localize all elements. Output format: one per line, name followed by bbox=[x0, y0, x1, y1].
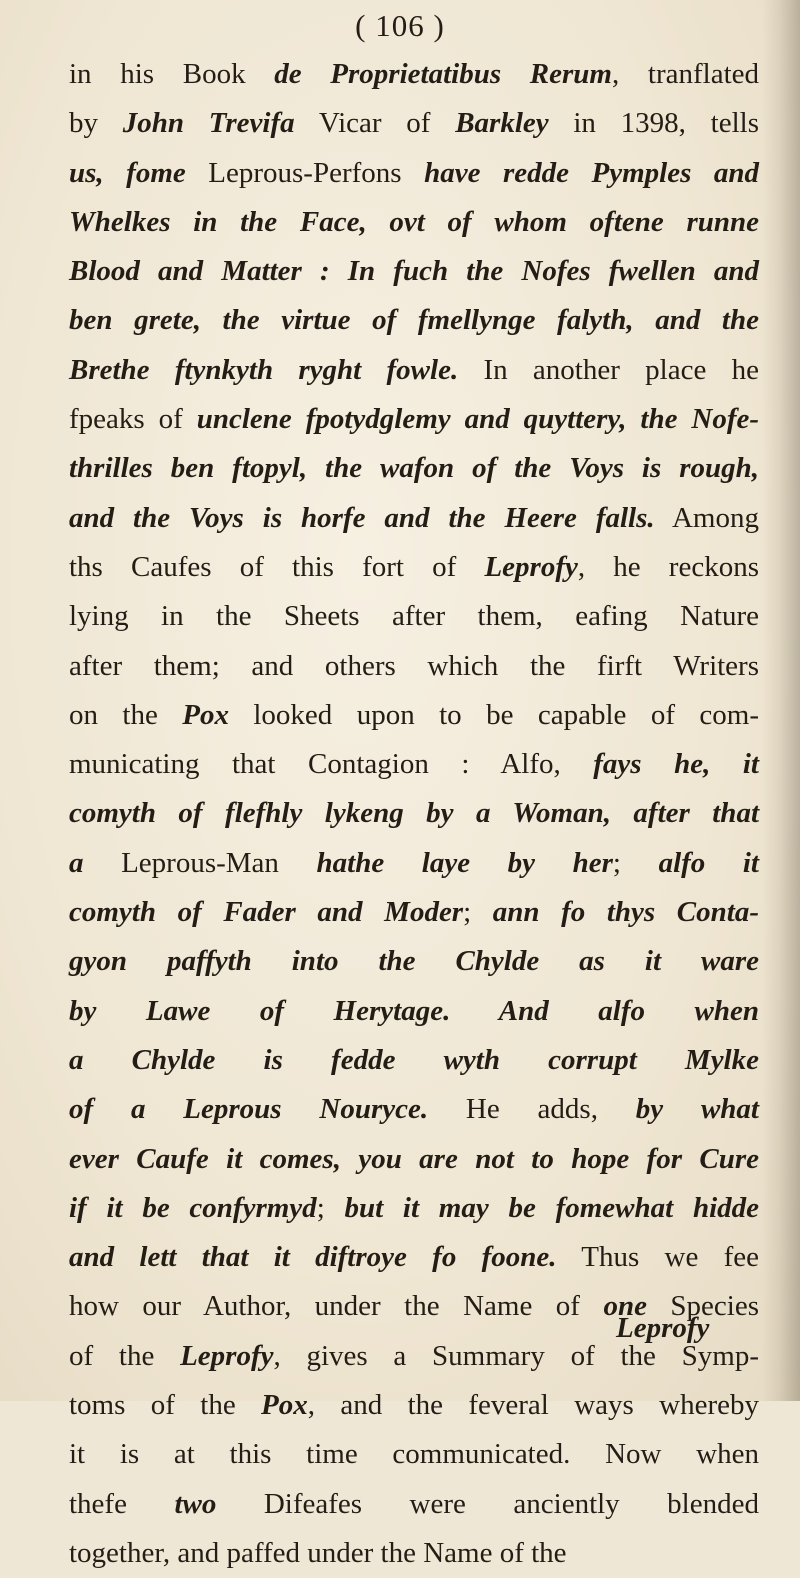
italic-text: two bbox=[174, 1487, 217, 1520]
roman-text: looked upon to be capable of com- bbox=[228, 698, 759, 731]
italic-text: Barkley bbox=[455, 107, 549, 140]
italic-text: and the Voys is horfe and the Heere falls. bbox=[69, 501, 655, 534]
text-line bbox=[69, 642, 759, 691]
roman-text: In another place he bbox=[458, 353, 759, 386]
italic-text: but it may be fomewhat hidde bbox=[344, 1191, 759, 1224]
spine-shadow bbox=[762, 0, 800, 1401]
text-line bbox=[69, 198, 759, 247]
roman-text: thefe bbox=[69, 1487, 175, 1520]
italic-text: John Trevifa bbox=[122, 107, 295, 140]
text-line bbox=[69, 346, 759, 395]
italic-text: a bbox=[69, 846, 84, 879]
italic-text: Pox bbox=[182, 698, 229, 731]
roman-text: , and the feveral ways whereby bbox=[307, 1389, 759, 1422]
italic-text: Blood and Matter : In fuch the Nofes fwellen and bbox=[69, 255, 759, 288]
text-line bbox=[69, 937, 759, 986]
text-line bbox=[69, 50, 759, 99]
text-line bbox=[69, 1430, 759, 1479]
roman-text: ; bbox=[316, 1191, 345, 1224]
text-line bbox=[69, 1036, 759, 1085]
italic-text: Leprofy bbox=[180, 1339, 274, 1372]
text-line bbox=[69, 1135, 759, 1184]
text-line bbox=[69, 444, 759, 493]
italic-text: and lett that it diftroye fo foone. bbox=[69, 1241, 557, 1274]
italic-text: Pox bbox=[261, 1389, 308, 1422]
text-line bbox=[69, 1085, 759, 1134]
italic-text: us, fome bbox=[69, 156, 186, 189]
italic-text: alfo it bbox=[658, 846, 759, 879]
roman-text: together, and paffed under the Name of the bbox=[69, 1536, 567, 1569]
roman-text: it is at this time communicated. Now when bbox=[69, 1438, 759, 1471]
text-line bbox=[69, 740, 759, 789]
italic-text: Whelkes in the Face, ovt of whom oftene runne bbox=[69, 205, 759, 238]
text-line bbox=[69, 839, 759, 888]
italic-text: ann fo thys Conta- bbox=[492, 896, 759, 929]
text-line bbox=[69, 1381, 759, 1430]
roman-text: in 1398, tells bbox=[548, 107, 760, 140]
roman-text: municating that Contagion : Alfo, bbox=[69, 748, 594, 781]
roman-text: He adds, bbox=[428, 1093, 636, 1126]
italic-text: Leprofy bbox=[484, 550, 578, 583]
page-number: ( 106 ) bbox=[355, 8, 445, 43]
text-line bbox=[69, 1233, 759, 1282]
body-text bbox=[69, 50, 759, 1578]
roman-text: in his Book bbox=[69, 58, 275, 90]
text-line bbox=[69, 1529, 759, 1578]
italic-text: de Proprietatibus Rerum bbox=[274, 58, 612, 90]
roman-text: how our Author, under the Name of bbox=[69, 1290, 604, 1323]
roman-text: ; bbox=[612, 846, 659, 879]
italic-text: ben grete, the virtue of fmellynge falyth, and the bbox=[69, 304, 759, 337]
italic-text: fays he, it bbox=[593, 748, 759, 781]
roman-text: , tranflated bbox=[611, 58, 759, 90]
italic-text: have redde Pymples and bbox=[424, 156, 759, 189]
roman-text: Among bbox=[654, 501, 759, 534]
roman-text: Leprous-Perfons bbox=[185, 156, 425, 189]
text-line bbox=[69, 888, 759, 937]
text-line bbox=[69, 99, 759, 148]
text-line bbox=[69, 1480, 759, 1529]
roman-text: toms of the bbox=[69, 1389, 262, 1422]
italic-text: unclene fpotydglemy and quyttery, the Nofe- bbox=[196, 403, 760, 436]
roman-text: of the bbox=[69, 1339, 181, 1372]
italic-text: if it be confyrmyd bbox=[69, 1191, 317, 1224]
text-line bbox=[69, 543, 759, 592]
text-line bbox=[69, 247, 759, 296]
roman-text: Species bbox=[646, 1290, 759, 1323]
roman-text: , gives a Summary of the Symp- bbox=[273, 1339, 759, 1372]
catchword: Leprofy bbox=[616, 1312, 710, 1344]
text-line bbox=[69, 296, 759, 345]
italic-text: hathe laye by her bbox=[316, 846, 613, 879]
text-line bbox=[69, 789, 759, 838]
text-line bbox=[69, 1184, 759, 1233]
roman-text: after them; and others which the firft Writers bbox=[69, 649, 759, 682]
roman-text: ths Caufes of this fort of bbox=[69, 550, 485, 583]
roman-text: fpeaks of bbox=[69, 403, 197, 436]
roman-text: on the bbox=[69, 698, 183, 731]
italic-text: comyth of flefhly lykeng by a Woman, after that bbox=[69, 797, 759, 830]
text-line bbox=[69, 592, 759, 641]
roman-text: Leprous-Man bbox=[83, 846, 317, 879]
roman-text: ; bbox=[463, 896, 493, 929]
text-line bbox=[69, 987, 759, 1036]
italic-text: a Chylde is fedde wyth corrupt Mylke bbox=[69, 1043, 759, 1076]
italic-text: comyth of Fader and Moder bbox=[69, 896, 464, 929]
text-line bbox=[69, 494, 759, 543]
italic-text: by Lawe of Herytage. And alfo when bbox=[69, 994, 759, 1027]
roman-text: Vicar of bbox=[294, 107, 456, 140]
roman-text: Thus we fee bbox=[556, 1241, 759, 1274]
text-line bbox=[69, 691, 759, 740]
roman-text: by bbox=[69, 107, 123, 140]
roman-text: Difeafes were anciently blended bbox=[216, 1487, 759, 1520]
italic-text: Brethe ftynkyth ryght fowle. bbox=[69, 353, 459, 386]
italic-text: one bbox=[603, 1290, 647, 1323]
italic-text: thrilles ben ftopyl, the wafon of the Voys is rough, bbox=[69, 452, 759, 485]
roman-text: lying in the Sheets after them, eafing Nature bbox=[69, 600, 759, 633]
italic-text: by what bbox=[635, 1093, 759, 1126]
roman-text: , he reckons bbox=[577, 550, 759, 583]
text-line bbox=[69, 149, 759, 198]
text-line bbox=[69, 395, 759, 444]
italic-text: ever Caufe it comes, you are not to hope for Cure bbox=[69, 1142, 759, 1175]
italic-text: of a Leprous Nouryce. bbox=[69, 1093, 429, 1126]
italic-text: gyon paffyth into the Chylde as it ware bbox=[69, 945, 759, 978]
